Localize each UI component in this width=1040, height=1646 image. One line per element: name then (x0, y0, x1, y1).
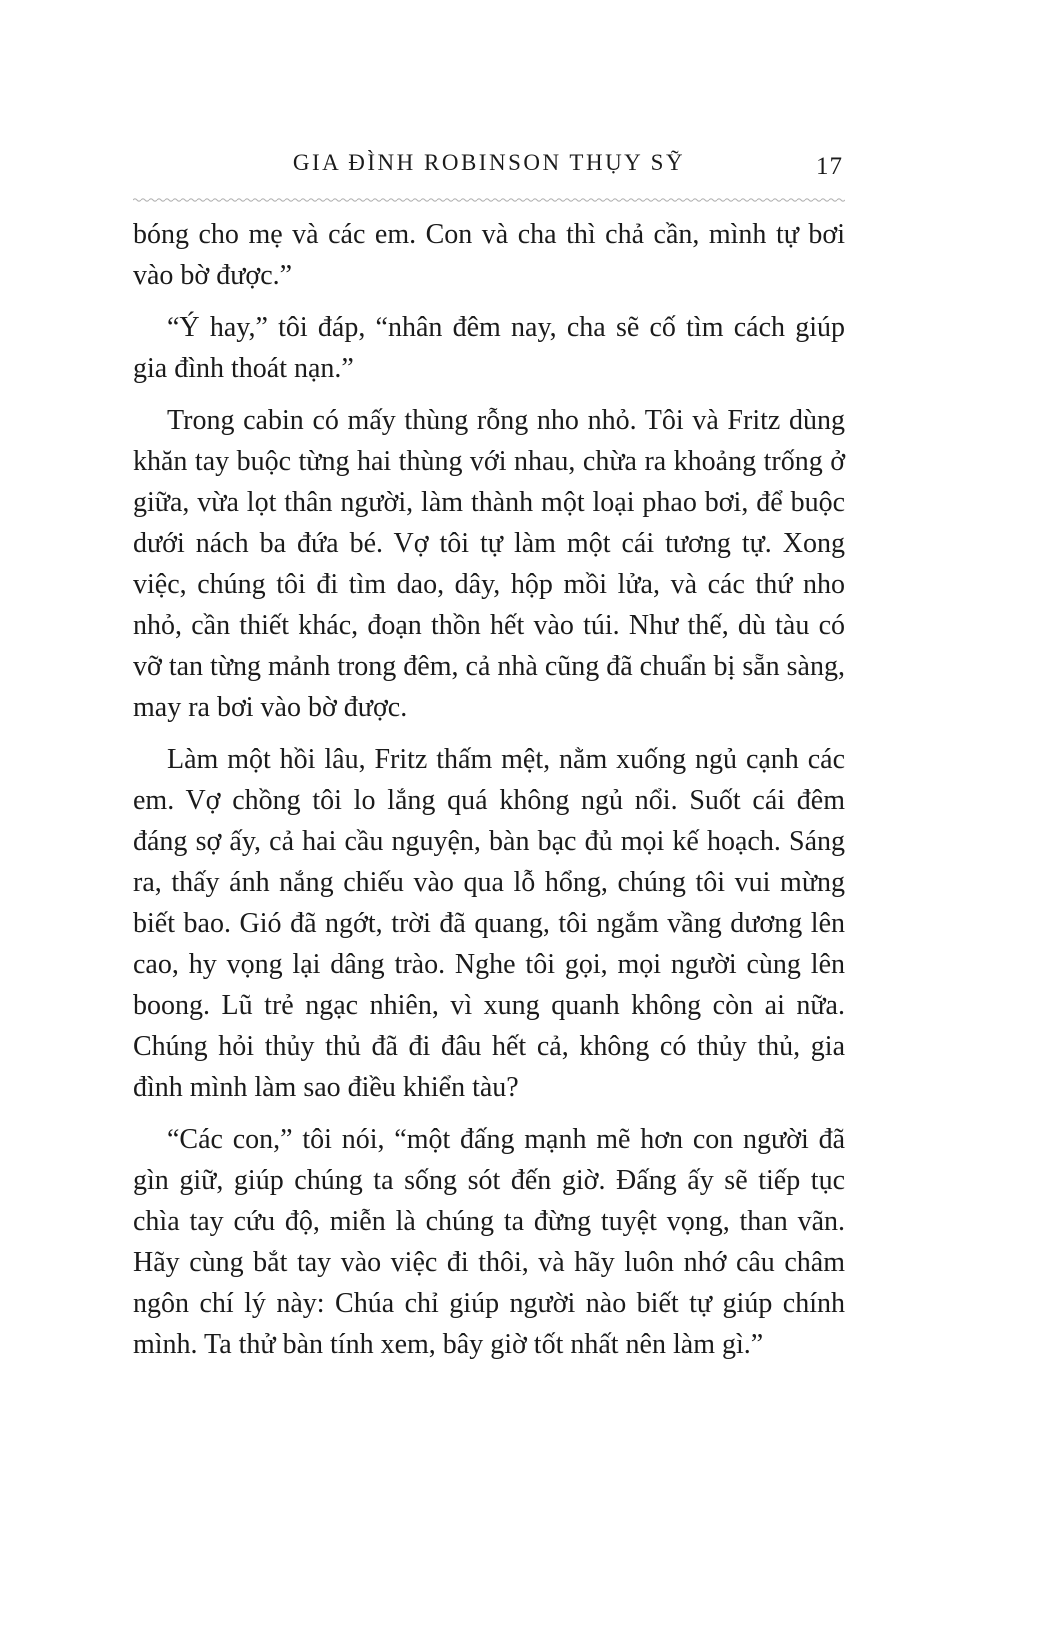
paragraph: “Ý hay,” tôi đáp, “nhân đêm nay, cha sẽ cố tìm cách giúp gia đình thoát nạn.” (133, 312, 845, 384)
paragraph: Làm một hồi lâu, Fritz thấm mệt, nằm xuống ngủ cạnh các em. Vợ chồng tôi lo lắng quá không ngủ nổi. Suốt cái đêm đáng sợ ấy, cả hai cầu nguyện, bàn bạc đủ mọi kế hoạch. Sáng ra, thấy ánh nắng chiếu vào qua lỗ hổng, chúng tôi vui mừng biết bao. Gió đã ngớt, trời đã quang, tôi ngắm vầng dương lên cao, hy vọng lại dâng trào. Nghe tôi gọi, mọi người cùng lên boong. Lũ trẻ ngạc nhiên, vì xung quanh không còn ai nữa. Chúng hỏi thủy thủ đã đi đâu hết cả, không có thủy thủ, gia đình mình làm sao điều khiển tàu? (133, 744, 845, 1103)
paragraph: Trong cabin có mấy thùng rỗng nho nhỏ. Tôi và Fritz dùng khăn tay buộc từng hai thùng với nhau, chừa ra khoảng trống ở giữa, vừa lọt thân người, làm thành một loại phao bơi, để buộc dưới nách ba đứa bé. Vợ tôi tự làm một cái tương tự. Xong việc, chúng tôi đi tìm dao, dây, hộp mồi lửa, và các thứ nho nhỏ, cần thiết khác, đoạn thồn hết vào túi. Như thế, dù tàu có vỡ tan từng mảnh trong đêm, cả nhà cũng đã chuẩn bị sẵn sàng, may ra bơi vào bờ được. (133, 405, 845, 723)
wavy-divider (133, 196, 845, 202)
paragraph: “Các con,” tôi nói, “một đấng mạnh mẽ hơn con người đã gìn giữ, giúp chúng ta sống sót đến giờ. Đấng ấy sẽ tiếp tục chìa tay cứu độ, miễn là chúng ta đừng tuyệt vọng, than vãn. Hãy cùng bắt tay vào việc đi thôi, và hãy luôn nhớ câu châm ngôn chí lý này: Chúa chỉ giúp người nào biết tự giúp chính mình. Ta thử bàn tính xem, bây giờ tốt nhất nên làm gì.” (133, 1124, 845, 1360)
page-header (133, 0, 845, 179)
paragraph: bóng cho mẹ và các em. Con và cha thì chả cần, mình tự bơi vào bờ được.” (133, 219, 845, 291)
page-content (133, 0, 845, 1365)
page-number: 17 (816, 153, 843, 180)
running-header-title: GIA ĐÌNH ROBINSON THỤY SỸ (292, 150, 686, 175)
page-body (133, 214, 845, 1365)
